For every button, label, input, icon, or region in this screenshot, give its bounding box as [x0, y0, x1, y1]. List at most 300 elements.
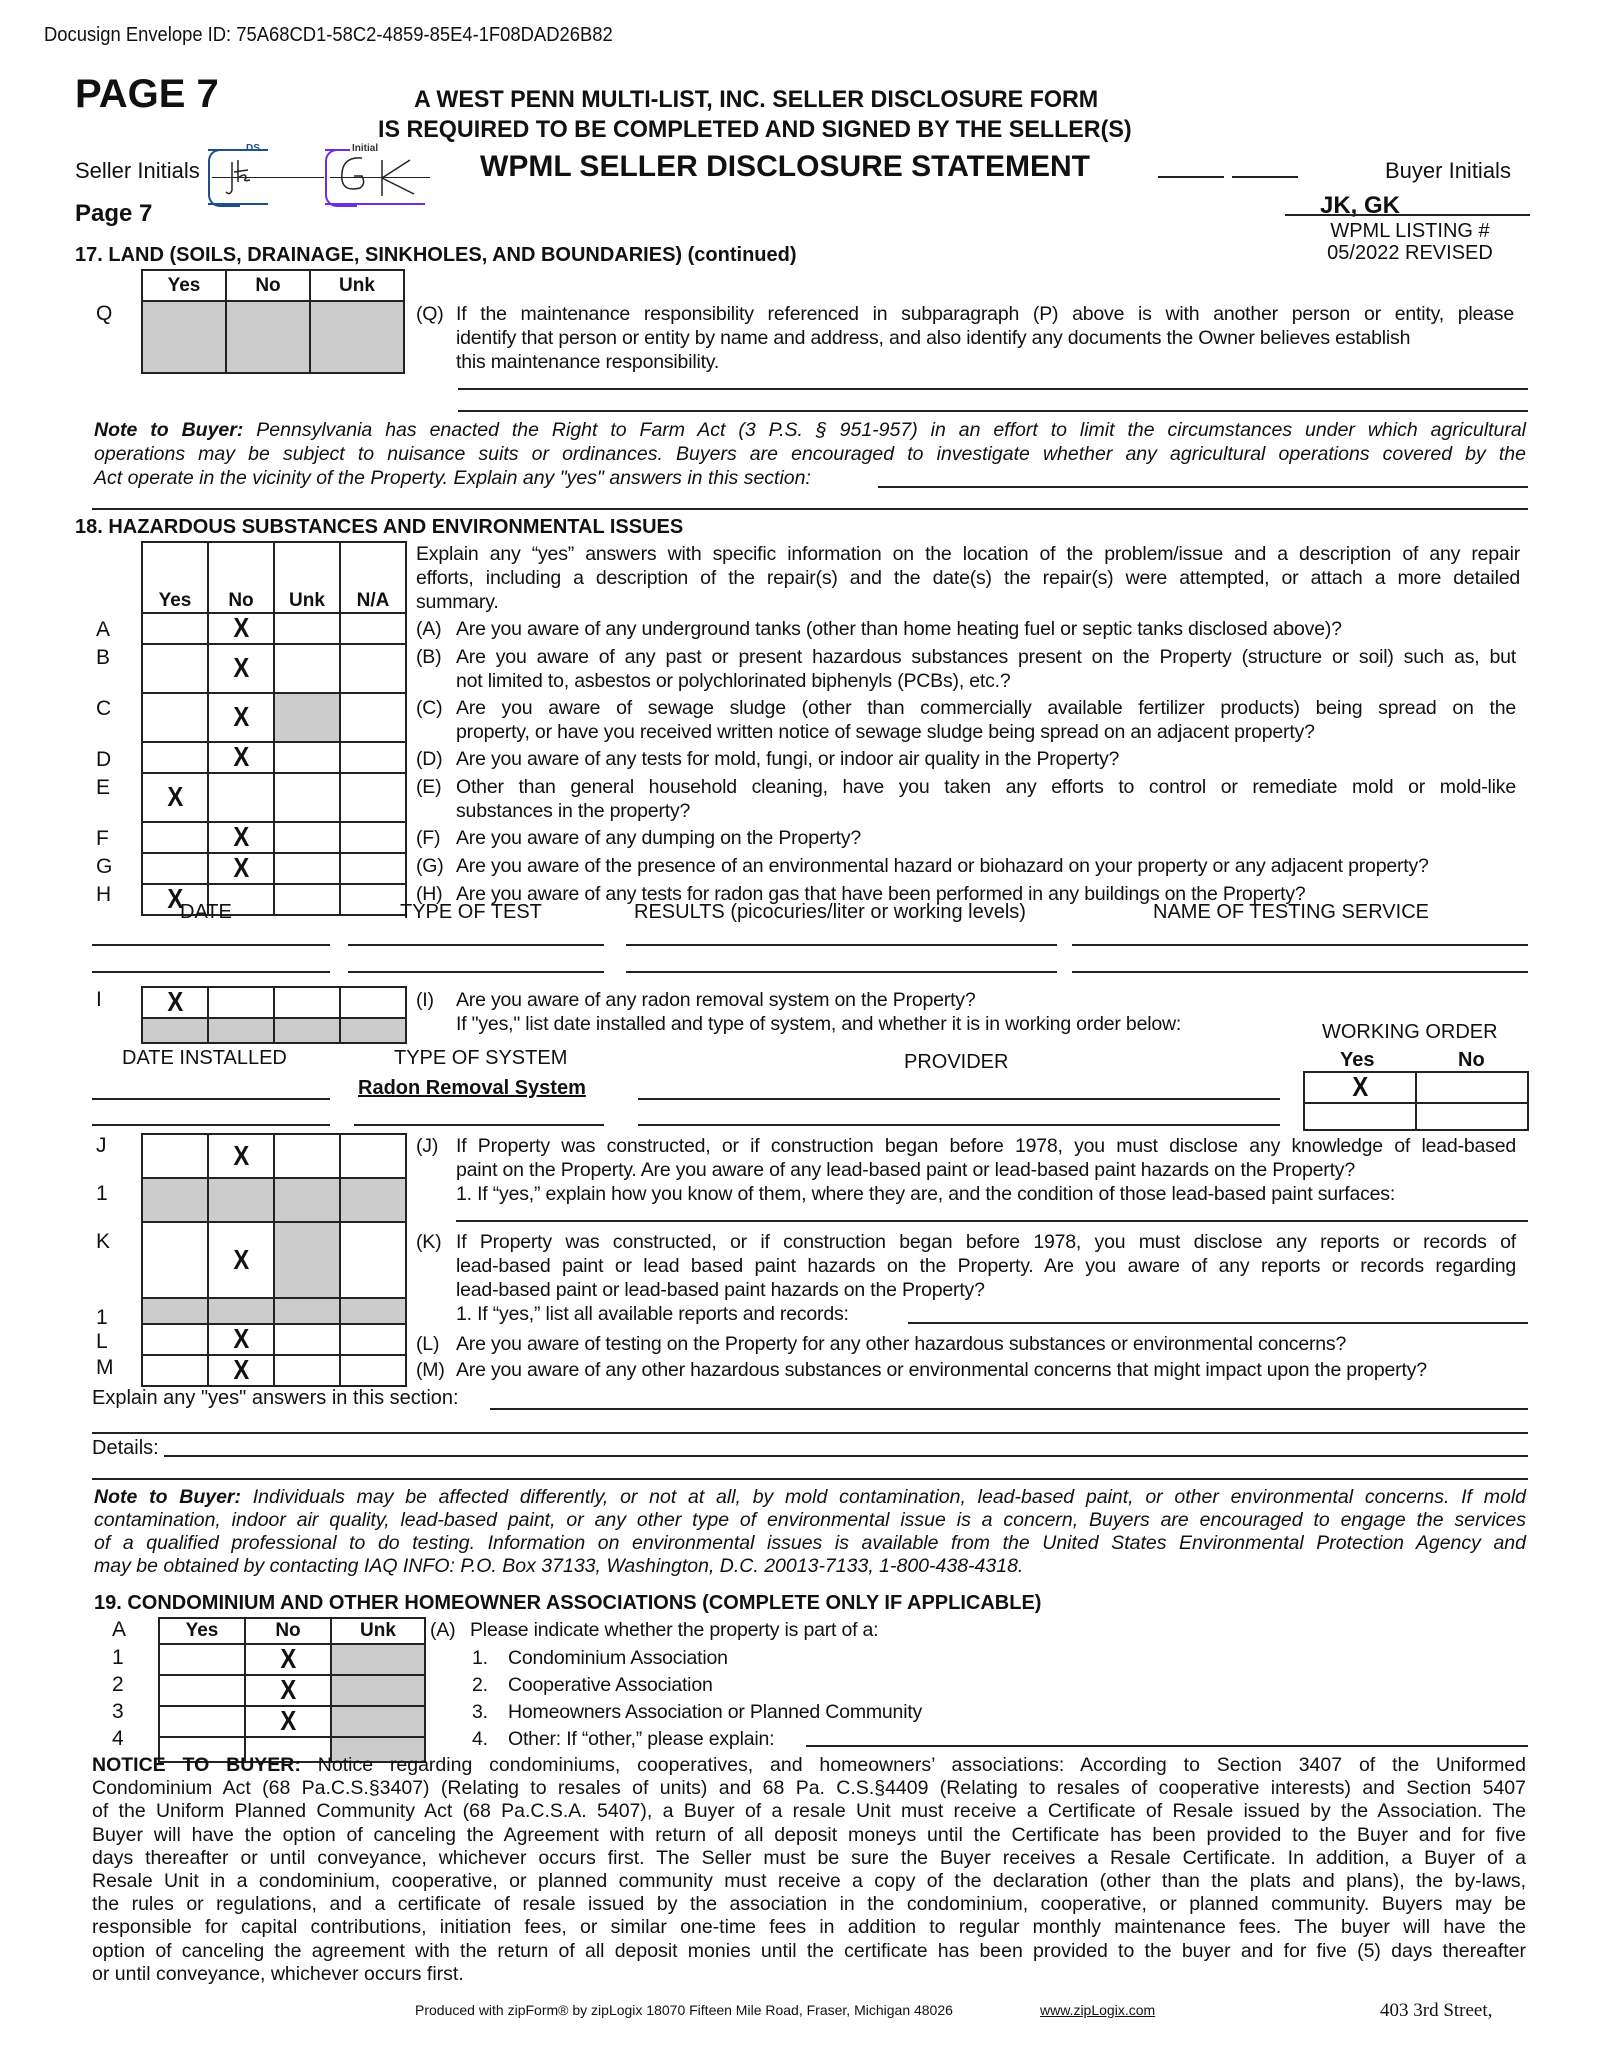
question-a	[416, 617, 1526, 641]
assoc-2-unk-cell	[331, 1675, 425, 1706]
q-text-1: If Property was constructed, or if construction began before 1978, you must disclose any knowledge of lead-based	[456, 1135, 1516, 1157]
x-mark: X	[167, 986, 183, 1017]
q-label: (C)	[416, 697, 443, 719]
b-unk-cell[interactable]	[274, 644, 340, 693]
seller-initial-box-1-top	[208, 149, 268, 151]
system-date-line-1[interactable]	[92, 1098, 330, 1100]
association-row-1	[159, 1644, 425, 1675]
f-yes-cell[interactable]	[142, 822, 208, 853]
association-item-3	[472, 1700, 922, 1724]
f-unk-cell[interactable]	[274, 822, 340, 853]
hazard-row-b	[142, 644, 406, 693]
form-title-line2: IS REQUIRED TO BE COMPLETED AND SIGNED BY THE SELLER(S)	[378, 116, 1132, 143]
a-unk-cell[interactable]	[274, 613, 340, 644]
assoc-3-no-cell[interactable]	[245, 1706, 331, 1737]
k-na-cell[interactable]	[340, 1222, 406, 1298]
x-mark: X	[233, 1243, 249, 1275]
working-order-col-no: No	[1458, 1049, 1485, 1071]
radon-col-service: NAME OF TESTING SERVICE	[1153, 901, 1429, 923]
q-label: (B)	[416, 646, 442, 668]
q-text: Are you aware of any other hazardous substances or environmental concerns that might impact upon the property?	[456, 1359, 1427, 1381]
buyer-initial-line-2[interactable]	[1232, 176, 1298, 178]
x-mark: X	[167, 781, 183, 812]
c-no-cell[interactable]	[208, 693, 274, 742]
seller-initial-box-1-bottom	[208, 203, 268, 205]
j-no-cell[interactable]	[208, 1134, 274, 1178]
i-shade-cell	[142, 1018, 208, 1043]
row-label-h: H	[96, 883, 112, 906]
note-line-3: Act operate in the vicinity of the Property. Explain any "yes" answers in this section:	[94, 467, 811, 489]
row-label-q: Q	[96, 302, 113, 325]
j1-shade-cell	[340, 1178, 406, 1222]
d-yes-cell[interactable]	[142, 742, 208, 773]
row-label-e: E	[96, 776, 111, 799]
assoc-2-yes-cell[interactable]	[159, 1675, 245, 1706]
c-na-cell[interactable]	[340, 693, 406, 742]
question-f	[416, 826, 1526, 850]
k1-answer-line[interactable]	[908, 1322, 1528, 1324]
question-e	[416, 775, 1526, 823]
notice-line: of the Uniform Planned Community Act (68 Pa.C.S.A. 5407), a Buyer of a resale Unit must receive a Certificate of Resale issued by the Association. The	[92, 1800, 1526, 1823]
association-item-2	[472, 1673, 713, 1697]
i-shade-cell	[208, 1018, 274, 1043]
other-explain-line[interactable]	[806, 1745, 1528, 1747]
b-yes-cell[interactable]	[142, 644, 208, 693]
q-text: Are you aware of any radon removal system on the Property?	[456, 989, 976, 1011]
question-d	[416, 747, 1526, 771]
q-answer-line-2[interactable]	[458, 410, 1528, 412]
seller-signature-2	[330, 150, 440, 202]
notice-line: Condominium Act (68 Pa.C.S.§3407) (Relating to resales of units) and 68 Pa. C.S.§4409 (Relating to resales of cooperative interests) and Section 5407	[92, 1777, 1526, 1800]
question-19a	[430, 1618, 878, 1642]
farm-act-note	[94, 418, 1526, 490]
q-answer-line-1[interactable]	[458, 388, 1528, 390]
section-19-grid	[158, 1617, 426, 1763]
assoc-1-yes-cell[interactable]	[159, 1644, 245, 1675]
association-row-3	[159, 1706, 425, 1737]
seller-initial-tag-2: Initial	[352, 143, 379, 154]
q-label: (H)	[416, 883, 443, 905]
i-yes-cell[interactable]	[142, 987, 208, 1018]
system-type-value[interactable]: Radon Removal System	[358, 1077, 586, 1099]
q-text: Please indicate whether the property is part of a:	[470, 1619, 879, 1641]
working-order-label: WORKING ORDER	[1322, 1021, 1498, 1043]
hazard-row-d	[142, 742, 406, 773]
note-line-1: Pennsylvania has enacted the Right to Farm Act (3 P.S. § 951-957) in an effort to limit the circumstances under which agricultural	[243, 419, 1526, 441]
g-unk-cell[interactable]	[274, 853, 340, 884]
q-text-2: lead-based paint or lead based paint hazards on the Property. Are you aware of any reports or records regarding	[456, 1255, 1516, 1277]
k1-shade-cell	[274, 1298, 340, 1324]
q-text-cont: not limited to, asbestos or polychlorinated biphenyls (PCBs), etc.?	[456, 670, 1011, 692]
g-na-cell[interactable]	[340, 853, 406, 884]
explain-line-2[interactable]	[92, 1432, 1528, 1434]
system-col-provider: PROVIDER	[904, 1051, 1009, 1073]
row-label-b: B	[96, 646, 111, 669]
system-col-date: DATE INSTALLED	[122, 1047, 287, 1069]
a-yes-cell[interactable]	[142, 613, 208, 644]
radon-service-line-2[interactable]	[1072, 971, 1528, 973]
j1-shade-cell	[142, 1178, 208, 1222]
x-mark: X	[233, 741, 249, 772]
note-line-1: Individuals may be affected differently, or not at all, by mold contamination, lead-based paint, or other environmental concerns. If mold	[241, 1486, 1526, 1508]
j-yes-cell[interactable]	[142, 1134, 208, 1178]
envelope-id: Docusign Envelope ID: 75A68CD1-58C2-4859-85E4-1F08DAD26B82	[44, 24, 613, 46]
question-m	[416, 1358, 1526, 1382]
form-title-line3: WPML SELLER DISCLOSURE STATEMENT	[480, 150, 1091, 183]
col-header-no: No	[245, 1618, 331, 1644]
k1-shade-cell	[340, 1298, 406, 1324]
revised-label: 05/2022 REVISED	[1327, 242, 1493, 264]
d-unk-cell[interactable]	[274, 742, 340, 773]
x-mark: X	[233, 652, 249, 683]
q-text-2: paint on the Property. Are you aware of any lead-based paint or lead-based paint hazards on the Property?	[456, 1159, 1355, 1181]
notice-line: Resale Unit in a condominium, cooperative, or planned community must receive a copy of the declaration (other than the plats and plans), the by-laws,	[92, 1870, 1526, 1893]
j-na-cell[interactable]	[340, 1134, 406, 1178]
g-no-cell[interactable]	[208, 853, 274, 884]
col-header-no: No	[208, 542, 274, 613]
seller-initial-box-2-bottom	[325, 203, 425, 205]
item-text: Condominium Association	[508, 1647, 728, 1669]
row-i-grid	[141, 986, 407, 1044]
x-mark: X	[1352, 1071, 1368, 1102]
footer-address: 403 3rd Street,	[1380, 2000, 1493, 2021]
notice-line: or until conveyance, whichever occurs first.	[92, 1962, 464, 1985]
farm-act-explain-line-2[interactable]	[92, 508, 1528, 510]
q-unk-cell	[310, 301, 404, 373]
q-text: Are you aware of any dumping on the Property?	[456, 827, 862, 849]
q-text-3: lead-based paint or lead-based paint hazards on the Property?	[456, 1279, 985, 1301]
rows-jklm-grid	[141, 1133, 407, 1387]
assoc-2-no-cell[interactable]	[245, 1675, 331, 1706]
l-na-cell[interactable]	[340, 1324, 406, 1355]
m-yes-cell[interactable]	[142, 1355, 208, 1386]
col-header-unk: Unk	[274, 542, 340, 613]
system-type-line-2[interactable]	[354, 1124, 604, 1126]
d-no-cell[interactable]	[208, 742, 274, 773]
hazard-row-e	[142, 773, 406, 822]
environmental-note	[94, 1486, 1526, 1578]
k-no-cell[interactable]	[208, 1222, 274, 1298]
row-label-a: A	[96, 618, 111, 641]
working-order-yes-cell[interactable]	[1304, 1072, 1416, 1103]
j1-answer-line[interactable]	[456, 1220, 1528, 1222]
h-unk-cell[interactable]	[274, 884, 340, 915]
notice-line: days thereafter or until conveyance, whichever occurs first. The Seller must be sure the Buyer receives a Resale Certificate. In addition, a Buyer of a	[92, 1846, 1526, 1869]
question-l	[416, 1332, 1526, 1356]
x-mark: X	[233, 852, 249, 883]
q-text-3: this maintenance responsibility.	[456, 351, 720, 373]
row-label-j1: 1	[96, 1182, 108, 1205]
system-provider-line-1[interactable]	[638, 1098, 1280, 1100]
working-order-yes-cell-2[interactable]	[1304, 1103, 1416, 1130]
radon-date-line-2[interactable]	[92, 971, 330, 973]
q-label: (M)	[416, 1359, 445, 1381]
q-label: (E)	[416, 776, 442, 798]
working-order-no-cell-2[interactable]	[1416, 1103, 1528, 1130]
q-text-2: If "yes," list date installed and type of system, and whether it is in working order below:	[456, 1013, 1182, 1035]
q-text-cont: substances in the property?	[456, 800, 691, 822]
k-yes-cell[interactable]	[142, 1222, 208, 1298]
page-big-label: PAGE 7	[75, 72, 219, 116]
note-bold-label: Note to Buyer:	[94, 1486, 242, 1508]
j1-shade-cell	[274, 1178, 340, 1222]
association-label-4: 4	[112, 1727, 124, 1750]
item-number: 2.	[472, 1674, 488, 1696]
section-18-intro	[416, 542, 1520, 614]
association-row-2	[159, 1675, 425, 1706]
working-order-grid	[1303, 1071, 1529, 1131]
k1-shade-cell	[208, 1298, 274, 1324]
assoc-1-no-cell[interactable]	[245, 1644, 331, 1675]
question-q	[416, 302, 1520, 374]
note-line-2: contamination, indoor air quality, lead-based paint, or any other type of environmental issue is a concern, Buyers are encouraged to engage the services	[94, 1509, 1526, 1531]
explain-label: Explain any "yes" answers in this section:	[92, 1387, 459, 1409]
row-label-k1: 1	[96, 1306, 108, 1329]
radon-type-line-2[interactable]	[348, 971, 604, 973]
radon-results-line-1[interactable]	[626, 944, 1057, 946]
system-date-line-2[interactable]	[92, 1124, 330, 1126]
row-label-a: A	[112, 1618, 127, 1641]
listing-label: WPML LISTING #	[1330, 220, 1490, 242]
radon-col-type: TYPE OF TEST	[400, 901, 542, 923]
question-g	[416, 854, 1526, 878]
buyer-initials-label: Buyer Initials	[1385, 158, 1511, 183]
q-text-1: If the maintenance responsibility referenced in subparagraph (P) above is with another person or entity, please	[456, 303, 1514, 325]
q-yes-cell	[142, 301, 226, 373]
initials-value: JK, GK	[1319, 192, 1400, 219]
farm-act-explain-line-1[interactable]	[878, 486, 1528, 488]
col-header-yes: Yes	[142, 542, 208, 613]
d-na-cell[interactable]	[340, 742, 406, 773]
item-number: 4.	[472, 1728, 488, 1750]
c-yes-cell[interactable]	[142, 693, 208, 742]
hazard-row-a	[142, 613, 406, 644]
row-label-g: G	[96, 855, 113, 878]
section-17-heading: 17. LAND (SOILS, DRAINAGE, SINKHOLES, AND BOUNDARIES) (continued)	[75, 244, 797, 266]
notice-line: the rules or regulations, and a certificate of resale issued by the association in the condominium, cooperative, or planned community. Buyers may be	[92, 1893, 1526, 1916]
association-item-1	[472, 1646, 728, 1670]
q-label: (I)	[416, 989, 434, 1011]
page-small-label: Page 7	[75, 200, 153, 227]
details-line-1[interactable]	[164, 1455, 1528, 1457]
f-na-cell[interactable]	[340, 822, 406, 853]
hazard-row-g	[142, 853, 406, 884]
q-label: (L)	[416, 1333, 440, 1355]
q-text: Are you aware of any tests for radon gas that have been performed in any buildings on the Property?	[456, 883, 1306, 905]
x-mark: X	[233, 701, 249, 732]
q-text: Are you aware of any past or present hazardous substances present on the Property (structure or soil) such as, but	[456, 646, 1516, 668]
assoc-3-unk-cell	[331, 1706, 425, 1737]
seller-initial-line-2	[330, 177, 430, 178]
details-label: Details:	[92, 1437, 159, 1459]
x-mark: X	[233, 612, 249, 643]
seller-initial-line-1	[212, 177, 324, 178]
row-label-l: L	[96, 1330, 108, 1353]
m-unk-cell[interactable]	[274, 1355, 340, 1386]
q-label: (G)	[416, 855, 444, 877]
q-label: (A)	[430, 1619, 456, 1641]
q-text: Are you aware of the presence of an environmental hazard or biohazard on your property or any adjacent property?	[456, 855, 1429, 877]
notice-line: Buyer will have the option of canceling the Agreement with return of all deposit moneys until the Certificate has been provided to the Buyer and for five	[92, 1823, 1526, 1846]
note-line-4: may be obtained by contacting IAQ INFO: P.O. Box 37133, Washington, D.C. 20013-7133, 1-800-438-4318.	[94, 1555, 1024, 1577]
question-k	[416, 1230, 1526, 1326]
intro-line-1: Explain any “yes” answers with specific information on the location of the problem/issue and a description of any repair	[416, 543, 1520, 565]
e-no-cell[interactable]	[208, 773, 274, 822]
item-text: Cooperative Association	[508, 1674, 713, 1696]
j1-shade-cell	[208, 1178, 274, 1222]
section-18-grid	[141, 541, 407, 916]
association-item-4	[472, 1727, 774, 1751]
item-text: Other: If “other,” please explain:	[508, 1728, 775, 1750]
working-order-col-yes: Yes	[1340, 1049, 1375, 1071]
a-na-cell[interactable]	[340, 613, 406, 644]
section-19-heading: 19. CONDOMINIUM AND OTHER HOMEOWNER ASSOCIATIONS (COMPLETE ONLY IF APPLICABLE)	[94, 1592, 1042, 1614]
question-c	[416, 696, 1526, 744]
x-mark: X	[233, 821, 249, 852]
association-label-2: 2	[112, 1673, 124, 1696]
association-label-1: 1	[112, 1646, 124, 1669]
hazard-row-c	[142, 693, 406, 742]
row-label-j: J	[96, 1134, 107, 1157]
assoc-3-yes-cell[interactable]	[159, 1706, 245, 1737]
x-mark: X	[280, 1705, 296, 1736]
l-yes-cell[interactable]	[142, 1324, 208, 1355]
item-number: 1.	[472, 1647, 488, 1669]
notice-bold-label: NOTICE TO BUYER:	[92, 1754, 301, 1776]
i-unk-cell[interactable]	[274, 987, 340, 1018]
row-label-d: D	[96, 748, 112, 771]
col-header-na: N/A	[340, 542, 406, 613]
intro-line-2: efforts, including a description of the repair(s) and the date(s) the repair(s) were attempted, or attach a more detailed	[416, 567, 1520, 589]
g-yes-cell[interactable]	[142, 853, 208, 884]
radon-results-line-2[interactable]	[626, 971, 1057, 973]
seller-initial-tag-1: DS	[246, 143, 260, 154]
x-mark: X	[280, 1674, 296, 1705]
note-bold-label: Note to Buyer:	[94, 419, 244, 441]
q-text-1: If Property was constructed, or if construction began before 1978, you must disclose any reports or records of	[456, 1231, 1516, 1253]
row-label-k: K	[96, 1230, 111, 1253]
intro-line-3: summary.	[416, 591, 499, 613]
q-text: Are you aware of testing on the Property for any other hazardous substances or environmental concerns?	[456, 1333, 1347, 1355]
e-yes-cell[interactable]	[142, 773, 208, 822]
q-text: Other than general household cleaning, have you taken any efforts to control or remediate mold or mold-like	[456, 776, 1516, 798]
notice-line: option of canceling the agreement with the return of all deposit monies until the certificate has been provided to the buyer and for five (5) days thereafter	[92, 1939, 1526, 1962]
x-mark: X	[280, 1643, 296, 1674]
note-line-2: operations may be subject to nuisance suits or ordinances. Buyers are encouraged to investigate whether any agricultural operations covered by the	[94, 443, 1526, 465]
f-no-cell[interactable]	[208, 822, 274, 853]
question-i	[416, 988, 1316, 1036]
col-header-yes: Yes	[159, 1618, 245, 1644]
note-line-3: of a qualified professional to do testing. Information on environmental issues is available from the United States Environmental Protection Agency and	[94, 1532, 1526, 1554]
i-na-cell[interactable]	[340, 987, 406, 1018]
association-label-3: 3	[112, 1700, 124, 1723]
footer-produced: Produced with zipForm® by zipLogix 18070 Fifteen Mile Road, Fraser, Michigan 48026	[415, 2002, 953, 2018]
i-no-cell[interactable]	[208, 987, 274, 1018]
footer-link[interactable]: www.zipLogix.com	[1040, 2002, 1156, 2018]
q-label: (J)	[416, 1135, 439, 1157]
q-label: (A)	[416, 618, 442, 640]
x-mark: X	[233, 1139, 249, 1171]
radon-type-line-1[interactable]	[348, 944, 604, 946]
notice-line: Notice regarding condominiums, cooperatives, and homeowners’ associations: According to Section 3407 of the Uniformed	[300, 1754, 1526, 1776]
m-no-cell[interactable]	[208, 1355, 274, 1386]
q-text-cont: property, or have you received written notice of sewage sludge being spread on an adjacent property?	[456, 721, 1315, 743]
col-header-unk: Unk	[331, 1618, 425, 1644]
e-unk-cell[interactable]	[274, 773, 340, 822]
e-na-cell[interactable]	[340, 773, 406, 822]
system-provider-line-2[interactable]	[638, 1124, 1280, 1126]
explain-line-1[interactable]	[490, 1408, 1528, 1410]
col-header-yes: Yes	[142, 270, 226, 301]
section-18-heading: 18. HAZARDOUS SUBSTANCES AND ENVIRONMENTAL ISSUES	[75, 516, 684, 538]
j-unk-cell[interactable]	[274, 1134, 340, 1178]
q-text: Are you aware of any underground tanks (other than home heating fuel or septic tanks disclosed above)?	[456, 618, 1342, 640]
x-mark: X	[233, 1323, 249, 1354]
working-order-no-cell[interactable]	[1416, 1072, 1528, 1103]
section-17-grid	[141, 269, 405, 374]
q-text: Are you aware of any tests for mold, fungi, or indoor air quality in the Property?	[456, 748, 1120, 770]
i-shade-cell	[274, 1018, 340, 1043]
row-label-i: I	[96, 988, 102, 1011]
row-label-c: C	[96, 697, 112, 720]
col-header-unk: Unk	[310, 270, 404, 301]
m-na-cell[interactable]	[340, 1355, 406, 1386]
question-j	[416, 1134, 1526, 1206]
notice-line: responsible for capital contributions, initiation fees, or similar one-time fees in addition to regular monthly maintenance fees. The buyer will have the	[92, 1916, 1526, 1939]
system-col-type: TYPE OF SYSTEM	[394, 1047, 568, 1069]
q-text-2: identify that person or entity by name and address, and also identify any documents the Owner believes establish	[456, 327, 1411, 349]
row-label-m: M	[96, 1356, 114, 1379]
assoc-1-unk-cell	[331, 1644, 425, 1675]
x-mark: X	[233, 1354, 249, 1385]
radon-date-line-1[interactable]	[92, 944, 330, 946]
l-no-cell[interactable]	[208, 1324, 274, 1355]
seller-initials-label: Seller Initials	[75, 158, 200, 183]
l-unk-cell[interactable]	[274, 1324, 340, 1355]
k1-shade-cell	[142, 1298, 208, 1324]
q-sub-text: 1. If “yes,” list all available reports and records:	[456, 1303, 849, 1325]
q-label: (F)	[416, 827, 441, 849]
x-mark: X	[167, 883, 183, 914]
h-na-cell[interactable]	[340, 884, 406, 915]
q-label: (K)	[416, 1231, 442, 1253]
buyer-initial-line-1[interactable]	[1158, 176, 1224, 178]
item-number: 3.	[472, 1701, 488, 1723]
row-label-f: F	[96, 827, 109, 850]
col-header-no: No	[226, 270, 310, 301]
details-line-2[interactable]	[92, 1478, 1528, 1480]
q-text: Are you aware of sewage sludge (other than commercially available fertilizer products) being spread on the	[456, 697, 1516, 719]
c-unk-cell	[274, 693, 340, 742]
q-label: (Q)	[416, 303, 444, 325]
radon-col-date: DATE	[180, 901, 232, 923]
q-label: (D)	[416, 748, 443, 770]
b-na-cell[interactable]	[340, 644, 406, 693]
form-title-line1: A WEST PENN MULTI-LIST, INC. SELLER DISCLOSURE FORM	[414, 86, 1099, 113]
i-shade-cell	[340, 1018, 406, 1043]
item-text: Homeowners Association or Planned Community	[508, 1701, 923, 1723]
q-sub-text: 1. If “yes,” explain how you know of them, where they are, and the condition of those lead-based paint surfaces:	[456, 1183, 1396, 1205]
initials-underline	[1285, 214, 1530, 216]
radon-col-results: RESULTS (picocuries/liter or working levels)	[634, 901, 1026, 923]
a-no-cell[interactable]	[208, 613, 274, 644]
hazard-row-f	[142, 822, 406, 853]
k-unk-cell	[274, 1222, 340, 1298]
question-b	[416, 645, 1526, 693]
radon-service-line-1[interactable]	[1072, 944, 1528, 946]
notice-to-buyer	[92, 1754, 1526, 1986]
b-no-cell[interactable]	[208, 644, 274, 693]
